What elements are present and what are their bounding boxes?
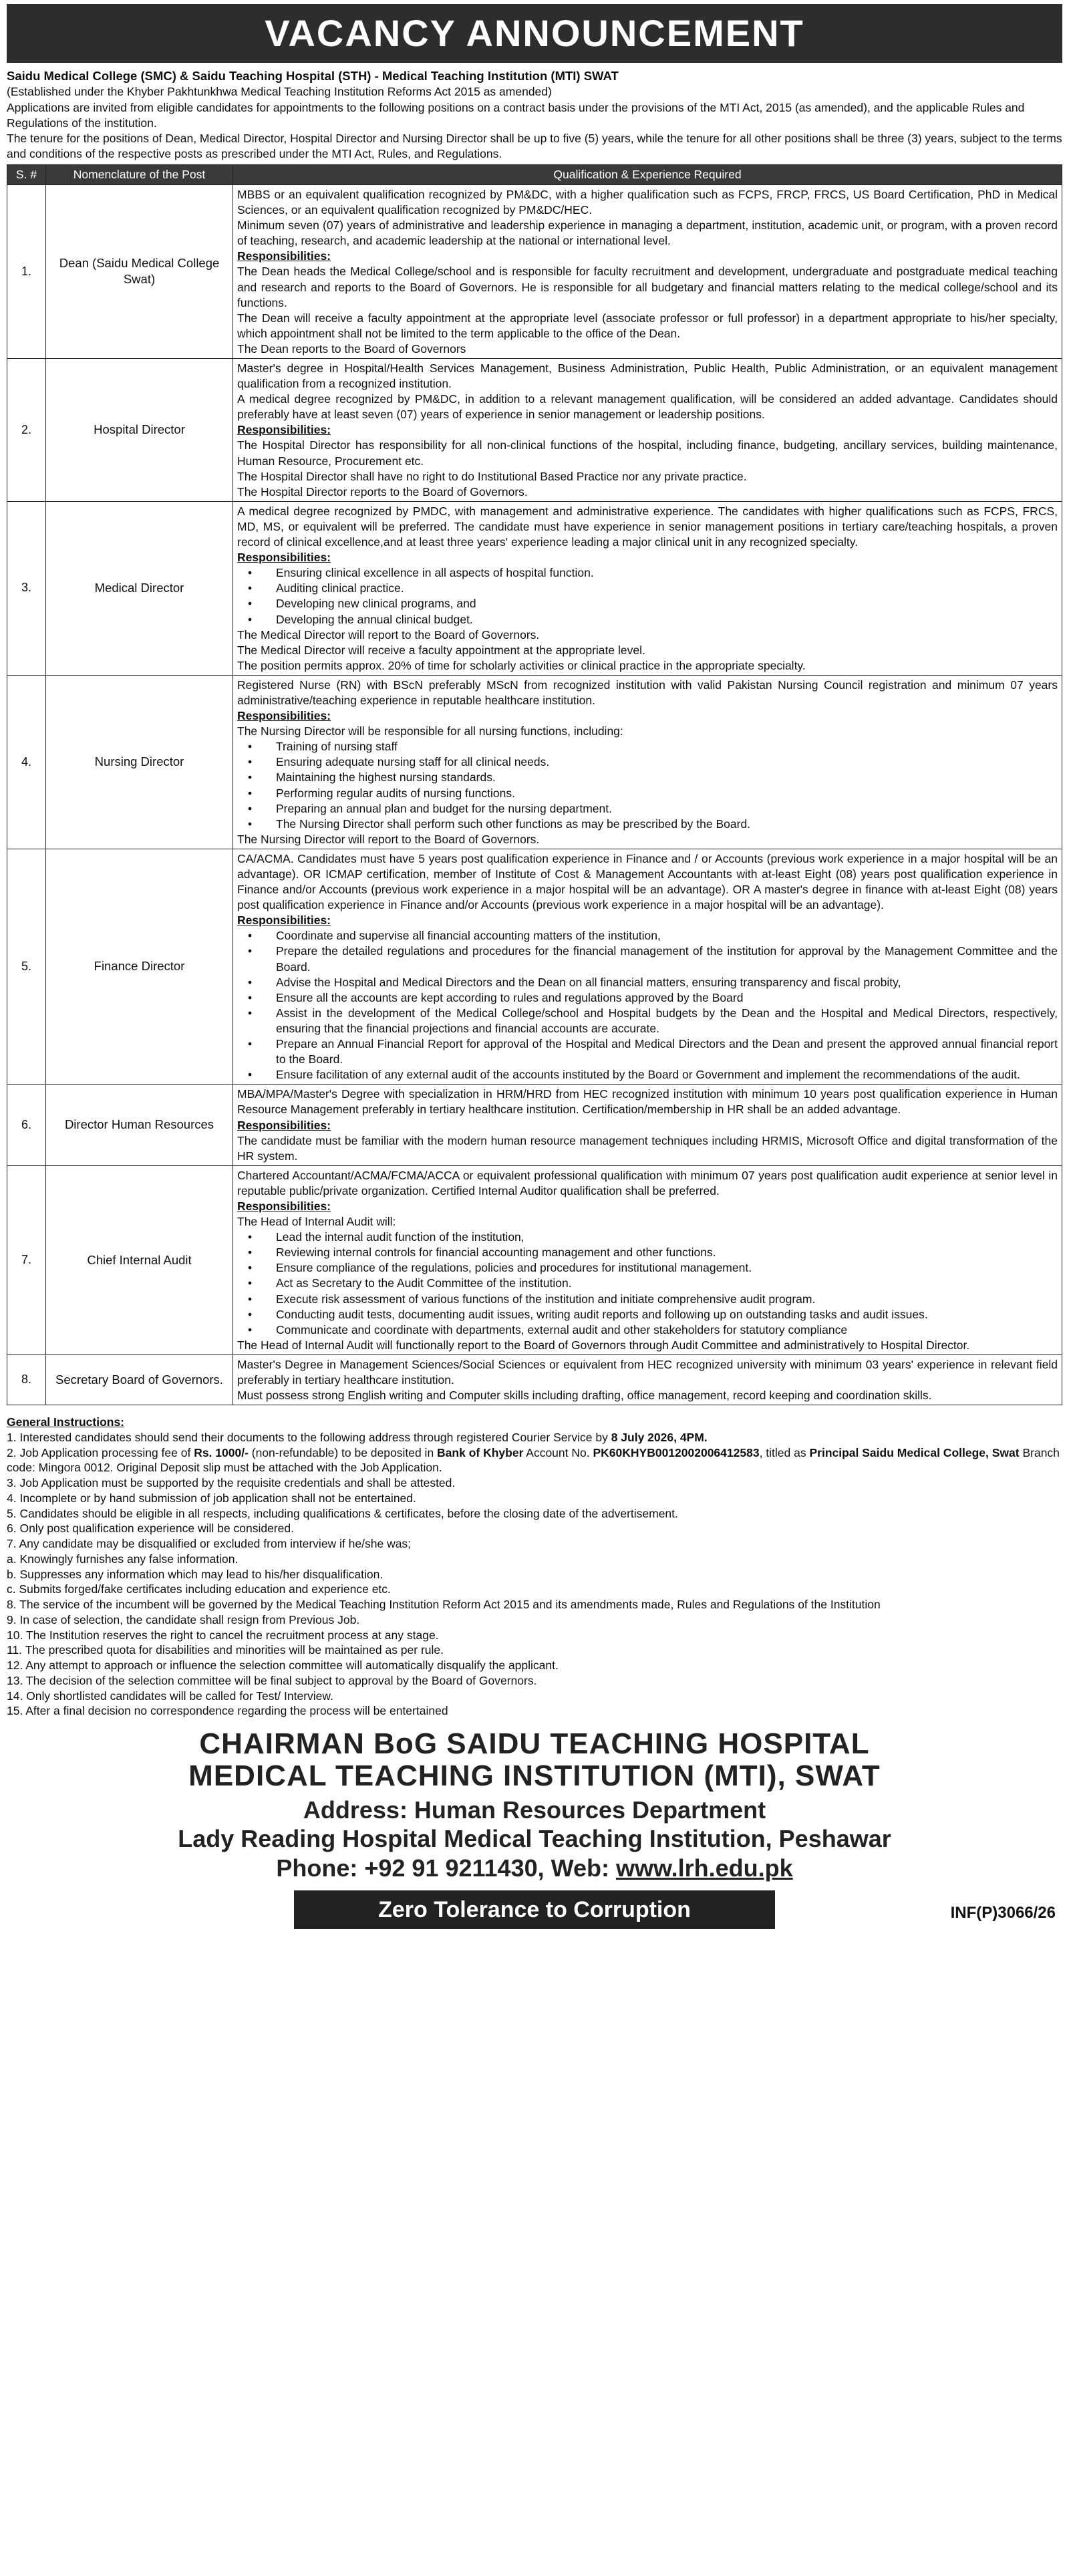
qualification-text: MBBS or an equivalent qualification recognized by PM&DC, with a higher qualification such as FCPS, FRCP, FRCS, US Board Certification, PhD in Medical Sciences, or an equivalent qualification recognized by PM&DC/HEC. xyxy=(237,187,1058,217)
instruction-text: , titled as xyxy=(759,1445,810,1459)
row-serial: 2. xyxy=(7,359,46,502)
footer-chairman-line: CHAIRMAN BoG SAIDU TEACHING HOSPITAL xyxy=(199,1727,870,1761)
list-item: • Performing regular audits of nursing functions. xyxy=(237,786,1058,801)
header-qualification: Qualification & Experience Required xyxy=(233,164,1062,184)
responsibilities-heading: Responsibilities: xyxy=(237,709,331,723)
responsibility-text: The Hospital Director reports to the Board of Governors. xyxy=(237,484,528,498)
responsibilities-heading: Responsibilities: xyxy=(237,423,331,437)
instruction-item: 6. Only post qualification experience will be considered. xyxy=(7,1522,294,1536)
footer-web-link[interactable]: www.lrh.edu.pk xyxy=(615,1854,793,1882)
qualification-text: Minimum seven (07) years of administrative and leadership experience in managing a department, institution, academic unit, or program, with a proven record of teaching, research, and academic leadership at the national or international level. xyxy=(237,219,1058,248)
responsibilities-heading: Responsibilities: xyxy=(237,249,331,263)
row-post-name: Director Human Resources xyxy=(46,1085,233,1165)
instruction-item xyxy=(7,1445,1062,1476)
instruction-text: 1. Interested candidates should send their documents to the following address through registered Courier Service by xyxy=(7,1430,611,1444)
list-item: • Ensuring clinical excellence in all aspects of hospital function. xyxy=(237,565,1058,581)
list-item: • Communicate and coordinate with departments, external audit and other stakeholders for statutory compliance xyxy=(237,1322,1058,1338)
list-item: • Coordinate and supervise all financial accounting matters of the institution, xyxy=(237,928,1058,944)
row-qualification xyxy=(233,1085,1062,1165)
table-row xyxy=(7,675,1062,849)
vacancy-table xyxy=(7,164,1062,1405)
table-row xyxy=(7,501,1062,675)
instruction-list xyxy=(7,1475,1062,1719)
qualification-text: Master's Degree in Management Sciences/Social Sciences or equivalent from HEC recognized university with minimum 03 years' experience in relevant field preferably in tertiary healthcare institution. xyxy=(237,1357,1058,1387)
qualification-text: Chartered Accountant/ACMA/FCMA/ACCA or equivalent professional qualification with minimum 07 years post qualification audit experience at senior level in reputable public/private organization. Certified Internal Auditor qualification shall be preferred. xyxy=(237,1168,1058,1197)
instruction-text: Account No. xyxy=(523,1445,593,1459)
qualification-text: Master's degree in Hospital/Health Services Management, Business Administration, Public Health, Public Administration, or an equivalent management qualification from a recognized institution. xyxy=(237,362,1058,391)
account-title: Principal Saidu Medical College, Swat xyxy=(809,1445,1020,1459)
footer-contact xyxy=(7,1854,1062,1882)
instruction-item: b. Suppresses any information which may lead to his/her disqualification. xyxy=(7,1567,384,1581)
instruction-item: 5. Candidates should be eligible in all respects, including qualifications & certificates, before the closing date of the advertisement. xyxy=(7,1506,678,1520)
row-qualification xyxy=(233,501,1062,675)
footer xyxy=(7,1728,1062,1882)
list-item: • Execute risk assessment of various functions of the institution and initiate comprehensive audit program. xyxy=(237,1292,1058,1307)
instruction-text: Branch code: Mingora 0012. Original Deposit slip must be attached with the Job Application. xyxy=(7,1445,1060,1475)
instruction-text: (non-refundable) to be deposited in xyxy=(248,1445,438,1459)
row-serial: 6. xyxy=(7,1085,46,1165)
list-item: • Preparing an annual plan and budget for the nursing department. xyxy=(237,801,1058,817)
row-serial: 4. xyxy=(7,675,46,849)
list-item: • Auditing clinical practice. xyxy=(237,581,1058,596)
responsibility-text: The Hospital Director has responsibility for all non-clinical functions of the hospital, including finance, budgeting, ancillary services, building maintenance, Human Resource, Procurement etc. xyxy=(237,438,1058,468)
list-item: • Ensure facilitation of any external audit of the accounts instituted by the Board or Government and implement the recommendations of the audit. xyxy=(237,1067,1058,1083)
responsibilities-heading: Responsibilities: xyxy=(237,1199,331,1213)
instruction-item: 11. The prescribed quota for disabilities and minorities will be maintained as per rule. xyxy=(7,1643,444,1657)
footer-institution-line: MEDICAL TEACHING INSTITUTION (MTI), SWAT xyxy=(188,1759,881,1792)
responsibilities-heading: Responsibilities: xyxy=(237,1118,331,1132)
page-title: VACANCY ANNOUNCEMENT xyxy=(7,4,1062,63)
row-qualification xyxy=(233,184,1062,358)
list-item: • Advise the Hospital and Medical Directors and the Dean on all financial matters, ensuring transparency and fiscal probity, xyxy=(237,975,1058,990)
instruction-item: 4. Incomplete or by hand submission of job application shall not be entertained. xyxy=(7,1491,416,1505)
org-name: Saidu Medical College (SMC) & Saidu Teaching Hospital (STH) - Medical Teaching Institution (MTI) SWAT xyxy=(7,69,619,83)
row-serial: 5. xyxy=(7,849,46,1084)
responsibility-list xyxy=(237,739,1058,832)
instruction-item xyxy=(7,1430,1062,1445)
deadline: 8 July 2026, 4PM. xyxy=(611,1430,708,1444)
list-item: • Developing the annual clinical budget. xyxy=(237,612,1058,627)
instruction-text: 2. Job Application processing fee of xyxy=(7,1445,194,1459)
row-post-name: Secretary Board of Governors. xyxy=(46,1354,233,1405)
table-row xyxy=(7,184,1062,358)
list-item: • Ensure all the accounts are kept according to rules and regulations approved by the Board xyxy=(237,990,1058,1006)
row-serial: 8. xyxy=(7,1354,46,1405)
footer-address-dept: Address: Human Resources Department xyxy=(303,1796,766,1824)
instruction-item: c. Submits forged/fake certificates including education and experience etc. xyxy=(7,1582,391,1596)
zero-tolerance-banner: Zero Tolerance to Corruption xyxy=(294,1890,775,1929)
list-item: • Prepare the detailed regulations and procedures for the financial management of the institution for approval by the Management Committee and the Board. xyxy=(237,944,1058,974)
general-instructions-heading: General Instructions: xyxy=(7,1415,125,1429)
row-post-name: Dean (Saidu Medical College Swat) xyxy=(46,184,233,358)
bank-name: Bank of Khyber xyxy=(437,1445,524,1459)
row-qualification xyxy=(233,849,1062,1084)
footer-address-place: Lady Reading Hospital Medical Teaching Institution, Peshawar xyxy=(178,1825,891,1853)
instruction-item: 9. In case of selection, the candidate shall resign from Previous Job. xyxy=(7,1612,360,1626)
intro xyxy=(7,68,1062,162)
footer-phone: Phone: +92 91 9211430, Web: xyxy=(276,1854,616,1882)
table-row xyxy=(7,849,1062,1084)
instruction-item: 8. The service of the incumbent will be governed by the Medical Teaching Institution Reform Act 2015 and its amendments made, Rules and Regulations of the Institution xyxy=(7,1598,881,1612)
responsibility-text: The Medical Director will report to the Board of Governors. xyxy=(237,627,540,641)
list-item: • Act as Secretary to the Audit Committee of the institution. xyxy=(237,1276,1058,1291)
row-qualification xyxy=(233,675,1062,849)
established-note: (Established under the Khyber Pakhtunkhwa Medical Teaching Institution Reforms Act 2015 as amended) xyxy=(7,85,552,99)
responsibility-list xyxy=(237,1230,1058,1338)
instruction-item: 14. Only shortlisted candidates will be called for Test/ Interview. xyxy=(7,1689,333,1703)
bottom-row xyxy=(7,1890,1062,1929)
table-row xyxy=(7,1165,1062,1354)
table-row xyxy=(7,1085,1062,1165)
responsibility-text: The Dean reports to the Board of Governors xyxy=(237,341,466,355)
row-post-name: Hospital Director xyxy=(46,359,233,502)
fee-amount: Rs. 1000/- xyxy=(194,1445,249,1459)
responsibility-text: The Head of Internal Audit will functionally report to the Board of Governors through Audit Committee and administratively to Hospital Director. xyxy=(237,1338,970,1352)
list-item: • Reviewing internal controls for financial accounting management and other functions. xyxy=(237,1245,1058,1260)
table-header-row xyxy=(7,164,1062,184)
list-item: • Ensure compliance of the regulations, policies and procedures for institutional management. xyxy=(237,1260,1058,1276)
list-item: • Developing new clinical programs, and xyxy=(237,596,1058,611)
qualification-text: A medical degree recognized by PM&DC, in addition to a relevant management qualification, will be considered an added advantage. Candidates should preferably have at least seven (07) years of experience in senior management or leadership positions. xyxy=(237,392,1058,422)
responsibility-list xyxy=(237,565,1058,627)
row-serial: 1. xyxy=(7,184,46,358)
responsibility-text: The Nursing Director will be responsible for all nursing functions, including: xyxy=(237,724,623,738)
table-body xyxy=(7,184,1062,1405)
row-post-name: Chief Internal Audit xyxy=(46,1165,233,1354)
row-serial: 3. xyxy=(7,501,46,675)
table-row xyxy=(7,359,1062,502)
responsibilities-heading: Responsibilities: xyxy=(237,913,331,927)
qualification-text: CA/ACMA. Candidates must have 5 years post qualification experience in Finance and / or Accounts (previous work experience in a major hospital will be an advantage). OR ICMAP certification, member of Institute of Cost & Management Accountants with at-least Eight (08) years post qualification experience in Finance and/or Accounts (previous work experience in a major hospital will be an advantage). OR A master's degree in finance with at-least Eight (08) years post qualification experience in Finance and/or Accounts (previous work experience in a major hospital will be an advantage). xyxy=(237,851,1058,912)
list-item: • Prepare an Annual Financial Report for approval of the Hospital and Medical Directors and the Dean and present the approved annual financial report to the Board. xyxy=(237,1036,1058,1067)
responsibility-text: The position permits approx. 20% of time for scholarly activities or clinical practice in the appropriate specialty. xyxy=(237,658,806,672)
responsibility-text: The candidate must be familiar with the modern human resource management techniques including HRMIS, Microsoft Office and digital transformation of the HR system. xyxy=(237,1133,1058,1163)
responsibility-text: The Head of Internal Audit will: xyxy=(237,1215,396,1229)
qualification-text: MBA/MPA/Master's Degree with specialization in HRM/HRD from HEC recognized institution with minimum 10 years post qualification experience in Human Resource Management preferably in tertiary healthcare institution. Certification/membership in HR shall be an added advantage. xyxy=(237,1087,1058,1117)
invite-text: Applications are invited from eligible candidates for appointments to the following positions on a contract basis under the provisions of the MTI Act, 2015 (as amended), and the applicable Rules and Regulations of the institution. xyxy=(7,100,1025,130)
responsibilities-heading: Responsibilities: xyxy=(237,551,331,565)
general-instructions xyxy=(7,1415,1062,1719)
row-post-name: Medical Director xyxy=(46,501,233,675)
list-item: • Ensuring adequate nursing staff for all clinical needs. xyxy=(237,754,1058,770)
instruction-item: 3. Job Application must be supported by the requisite credentials and shall be attested. xyxy=(7,1476,456,1490)
account-number: PK60KHYB0012002006412583 xyxy=(593,1445,760,1459)
table-row xyxy=(7,1354,1062,1405)
responsibility-text: The Medical Director will receive a faculty appointment at the appropriate level. xyxy=(237,643,645,657)
instruction-item: 7. Any candidate may be disqualified or excluded from interview if he/she was; xyxy=(7,1537,412,1551)
row-qualification xyxy=(233,359,1062,502)
qualification-text: Must possess strong English writing and Computer skills including drafting, office management, record keeping and coordination skills. xyxy=(237,1389,932,1403)
instruction-item: 15. After a final decision no correspondence regarding the process will be entertained xyxy=(7,1704,448,1718)
list-item: • Lead the internal audit function of the institution, xyxy=(237,1230,1058,1245)
responsibility-text: The Dean heads the Medical College/school and is responsible for faculty recruitment and development, undergraduate and postgraduate medical teaching and research and reports to the Board of Governors. He is responsible for all budgetary and financial matters relating to the medical college/school and its functions. xyxy=(237,265,1058,309)
instruction-item: 13. The decision of the selection committee will be final subject to approval by the Board of Governors. xyxy=(7,1673,537,1687)
qualification-text: A medical degree recognized by PMDC, with management and administrative experience. The candidates with higher qualifications such as FCPS, FRCS, MD, MS, or equivalent will be preferred. The candidate must have experience in senior management positions in tertiary care/teaching hospitals, a proven record of clinical excellence,and at least three years' experience leading a major clinical unit in any recognized specialty. xyxy=(237,504,1058,549)
instruction-item: 12. Any attempt to approach or influence the selection committee will automatically disqualify the applicant. xyxy=(7,1659,559,1673)
responsibility-text: The Dean will receive a faculty appointment at the appropriate level (associate professor or full professor) in a department appropriate to his/her specialty, which appointment shall not be limited to the term applicable to the office of the Dean. xyxy=(237,311,1058,340)
header-sn: S. # xyxy=(7,164,46,184)
row-qualification xyxy=(233,1354,1062,1405)
responsibility-text: The Hospital Director shall have no right to do Institutional Based Practice nor any private practice. xyxy=(237,469,747,483)
list-item: • Training of nursing staff xyxy=(237,739,1058,754)
list-item: • Conducting audit tests, documenting audit issues, writing audit reports and following up on outstanding tasks and audit issues. xyxy=(237,1307,1058,1322)
header-post: Nomenclature of the Post xyxy=(46,164,233,184)
page xyxy=(0,4,1069,2576)
row-serial: 7. xyxy=(7,1165,46,1354)
reference-number: INF(P)3066/26 xyxy=(950,1903,1056,1922)
qualification-text: Registered Nurse (RN) with BScN preferably MScN from recognized institution with valid Pakistan Nursing Council registration and minimum 07 years administrative/teaching experience in reputable healthcare institution. xyxy=(237,678,1058,707)
row-post-name: Nursing Director xyxy=(46,675,233,849)
tenure-text: The tenure for the positions of Dean, Medical Director, Hospital Director and Nursing Director shall be up to five (5) years, while the tenure for all other positions shall be three (3) years, subject to the terms and conditions of the respective posts as prescribed under the MTI Act, Rules, and Regulations. xyxy=(7,131,1062,160)
instruction-item: a. Knowingly furnishes any false information. xyxy=(7,1552,239,1566)
row-qualification xyxy=(233,1165,1062,1354)
list-item: • The Nursing Director shall perform such other functions as may be prescribed by the Board. xyxy=(237,817,1058,832)
instruction-item: 10. The Institution reserves the right to cancel the recruitment process at any stage. xyxy=(7,1628,439,1642)
row-post-name: Finance Director xyxy=(46,849,233,1084)
responsibility-text: The Nursing Director will report to the Board of Governors. xyxy=(237,832,540,846)
list-item: • Assist in the development of the Medical College/school and Hospital budgets by the Dean and the Hospital and Medical Directors, respectively, ensuring that the financial projections and financial accounts are accurate. xyxy=(237,1006,1058,1036)
responsibility-list xyxy=(237,928,1058,1083)
list-item: • Maintaining the highest nursing standards. xyxy=(237,770,1058,785)
